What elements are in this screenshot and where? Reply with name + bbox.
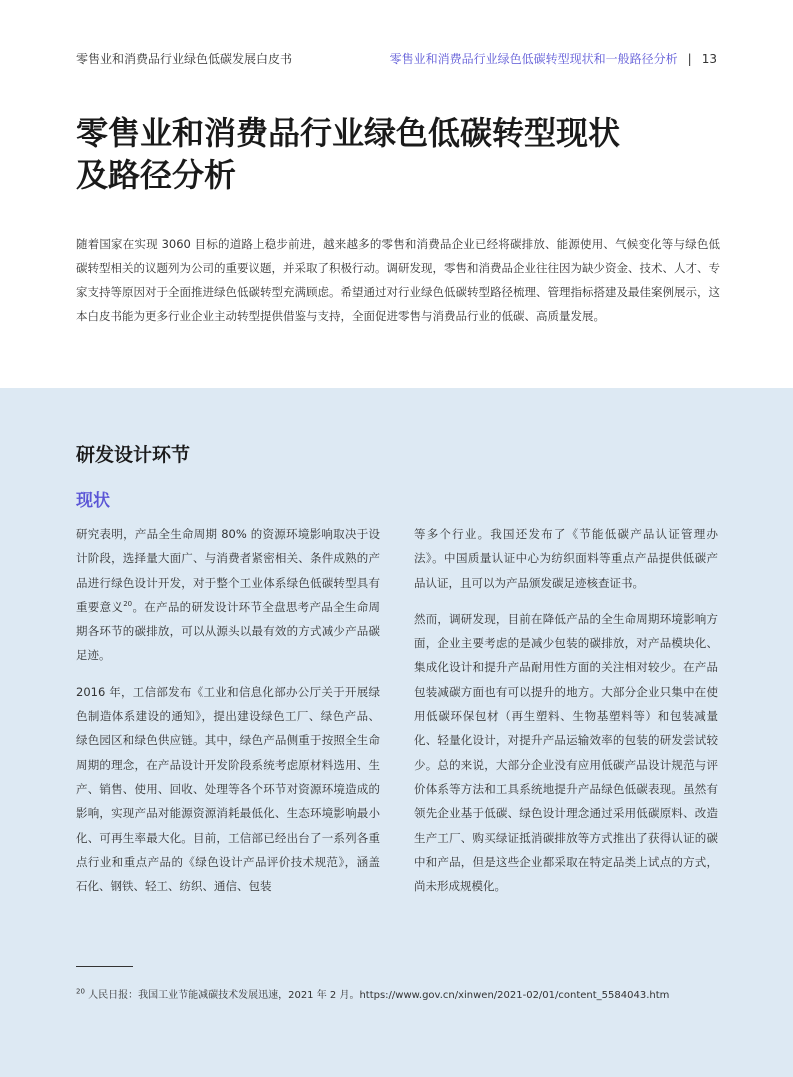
right-paragraph-1: 等多个行业。我国还发布了《节能低碳产品认证管理办法》。中国质量认证中心为纺织面料等重点产品提供低碳产品认证，且可以为产品颁发碳足迹核查证书。: [414, 527, 718, 590]
header-separator: |: [687, 51, 692, 66]
page-title: [76, 112, 716, 196]
chapter-title: 零售业和消费品行业绿色低碳转型现状和一般路径分析: [389, 52, 678, 66]
footnote-reference[interactable]: 20: [123, 600, 133, 609]
page-title-line-1: 零售业和消费品行业绿色低碳转型现状: [76, 114, 621, 152]
footnote-text: 人民日报：我国工业节能减碳技术发展迅速，2021 年 2 月。https://www.gov.cn/xinwen/2021-02/01/content_5584043.htm: [84, 990, 670, 1001]
page-number: 13: [701, 51, 717, 66]
document-title: 零售业和消费品行业绿色低碳发展白皮书: [76, 52, 293, 66]
footnote-mark: 20: [76, 987, 85, 996]
right-paragraph-2: 然而，调研发现，目前在降低产品的全生命周期环境影响方面，企业主要考虑的是减少包装的碳排放，对产品模块化、集成化设计和提升产品耐用性方面的关注相对较少。在产品包装减碳方面也有可以提升的地方。大部分企业只集中在使用低碳环保包材（再生塑料、生物基塑料等）和包装减量化、轻量化设计，对提升产品运输效率的包装的研发尝试较少。总的来说，大部分企业没有应用低碳产品设计规范与评价体系等方法和工具系统地提升产品绿色低碳表现。虽然有领先企业基于低碳、绿色设计理念通过采用低碳原料、改造生产工厂、购买绿证抵消碳排放等方式推出了获得认证的碳中和产品，但是这些企业都采取在特定品类上试点的方式，尚未形成规模化。: [414, 611, 718, 894]
footnote-divider: [76, 966, 133, 967]
left-paragraph-1-text-b: 。在产品的研发设计环节全盘思考产品全生命周期各环节的碳排放，可以从源头以最有效的方式减少产品碳足迹。: [76, 599, 381, 663]
left-paragraph-2: 2016 年，工信部发布《工业和信息化部办公厅关于开展绿色制造体系建设的通知》，提出建设绿色工厂、绿色产品、绿色园区和绿色供应链。其中，绿色产品侧重于按照全生命周期的理念，在产品设计开发阶段系统考虑原材料选用、生产、销售、使用、回收、处理等各个环节对资源环境造成的影响，实现产品对能源资源消耗最低化、生态环境影响最小化、可再生率最大化。目前，工信部已经出台了一系列各重点行业和重点产品的《绿色设计产品评价技术规范》，涵盖石化、钢铁、轻工、纺织、通信、包装: [76, 684, 380, 894]
chapter-header: [390, 50, 717, 67]
page-header: [76, 50, 717, 68]
page-title-line-2: 及路径分析: [76, 156, 237, 194]
right-column: [414, 522, 718, 910]
section-subheading: 现状: [76, 491, 110, 511]
left-paragraph-1: [76, 522, 380, 668]
left-column: [76, 522, 380, 910]
section-heading: 研发设计环节: [76, 444, 191, 466]
left-paragraph-1-text-a: 研究表明，产品全生命周期 80% 的资源环境影响取决于设计阶段，选择量大面广、与消费者紧密相关、条件成熟的产品进行绿色设计开发，对于整个工业体系绿色低碳转型具有重要意义: [76, 527, 380, 614]
intro-paragraph: 随着国家在实现 3060 目标的道路上稳步前进，越来越多的零售和消费品企业已经将碳排放、能源使用、气候变化等与绿色低碳转型相关的议题列为公司的重要议题，并采取了积极行动。调研发现，零售和消费品企业往往因为缺少资金、技术、人才、专家支持等原因对于全面推进绿色低碳转型充满顾虑。希望通过对行业绿色低碳转型路径梳理、管理指标搭建及最佳案例展示，这本白皮书能为更多行业企业主动转型提供借鉴与支持，全面促进零售与消费品行业的低碳、高质量发展。: [76, 237, 720, 323]
footnote: [76, 988, 716, 1004]
